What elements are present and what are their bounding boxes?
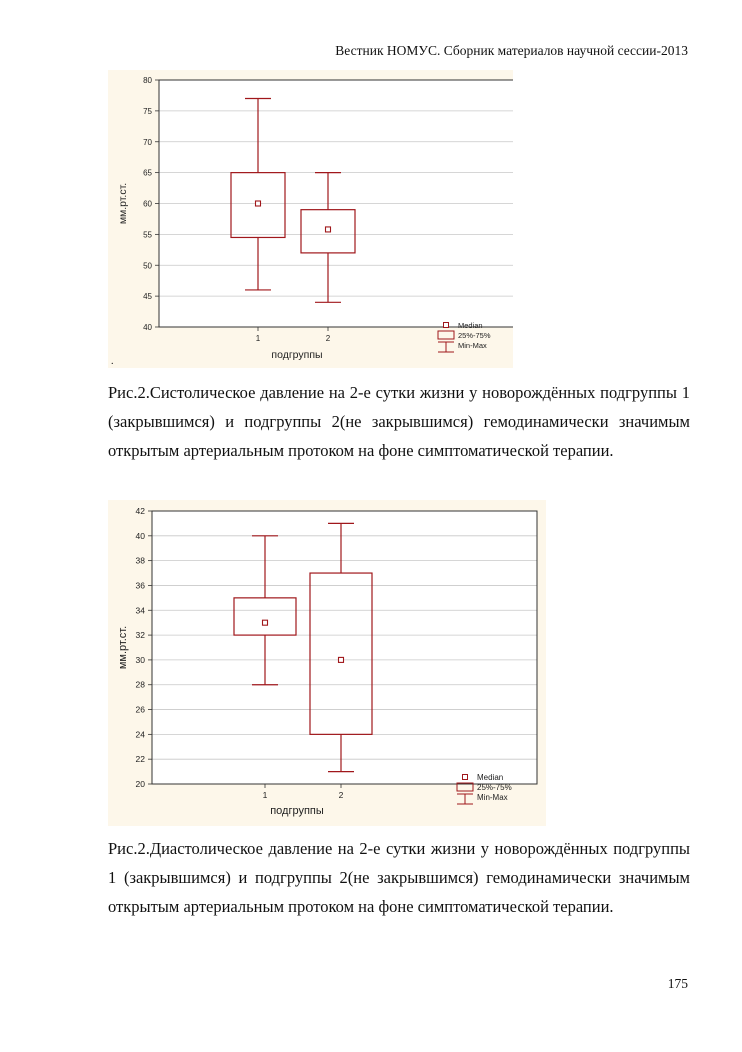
y-tick-label: 20	[135, 779, 145, 789]
y-tick-label: 42	[135, 506, 145, 516]
x-tick-label: 2	[325, 334, 331, 343]
plot-area	[152, 511, 537, 784]
y-axis-label: мм.рт.ст.	[117, 182, 129, 225]
diastolic-boxplot-chart	[108, 500, 546, 826]
legend-median-icon	[463, 775, 468, 780]
y-tick-label: 28	[135, 679, 145, 690]
running-header: Вестник НОМУС. Сборник материалов научной сессии-2013	[335, 43, 688, 58]
legend-median-label: Median	[458, 321, 483, 330]
x-axis-label: подгруппы	[271, 349, 323, 361]
x-tick-label: 2	[338, 790, 344, 800]
legend-minmax-label: Min-Max	[477, 793, 508, 802]
x-tick-label: 1	[255, 334, 261, 343]
legend-minmax-label: Min-Max	[458, 341, 487, 350]
systolic-boxplot-chart	[108, 70, 513, 368]
figure-caption-diastolic: Рис.2.Диастолическое давление на 2-е сутки жизни у новорождённых подгруппы 1 (закрывшимся) и подгруппы 2(не закрывшимся) гемодинамически значимым открытым артериальным протоком на фоне симптоматической терапии.	[108, 839, 690, 916]
y-tick-label: 26	[135, 704, 145, 715]
x-tick-label: 1	[262, 790, 268, 800]
y-tick-label: 32	[135, 630, 145, 641]
stray-mark: .	[111, 356, 114, 367]
y-tick-label: 30	[135, 654, 145, 665]
median-marker	[339, 657, 344, 662]
legend-iqr-label: 25%-75%	[458, 331, 491, 340]
y-tick-label: 65	[143, 168, 152, 178]
y-tick-label: 80	[143, 76, 152, 85]
y-tick-label: 38	[135, 555, 145, 566]
y-tick-label: 75	[143, 106, 152, 116]
legend-median-icon	[444, 323, 449, 328]
y-tick-label: 34	[135, 605, 145, 616]
page-number: 175	[667, 976, 688, 991]
median-marker	[326, 227, 331, 232]
figure-caption-systolic: Рис.2.Систолическое давление на 2-е сутки жизни у новорождённых подгруппы 1 (закрывшимся) и подгруппы 2(не закрывшимся) гемодинамически значимым открытым артериальным протоком на фоне симптоматической терапии.	[108, 383, 690, 460]
legend-iqr-label: 25%-75%	[477, 783, 512, 792]
y-axis-label: мм.рт.ст.	[117, 625, 129, 670]
diastolic-chart-svg	[108, 500, 546, 826]
legend-median-label: Median	[477, 773, 504, 782]
y-tick-label: 60	[143, 199, 152, 209]
systolic-chart-svg	[108, 70, 513, 368]
median-marker	[256, 201, 261, 206]
y-tick-label: 22	[135, 754, 145, 765]
y-tick-label: 40	[135, 530, 145, 541]
y-tick-label: 50	[143, 261, 152, 271]
y-tick-label: 40	[143, 323, 152, 332]
y-tick-label: 70	[143, 137, 152, 147]
median-marker	[263, 620, 268, 625]
y-tick-label: 36	[135, 580, 145, 591]
y-tick-label: 45	[143, 292, 152, 302]
y-tick-label: 24	[135, 729, 145, 740]
legend-box-icon	[438, 331, 454, 339]
y-tick-label: 55	[143, 230, 152, 240]
x-axis-label: подгруппы	[270, 805, 324, 817]
